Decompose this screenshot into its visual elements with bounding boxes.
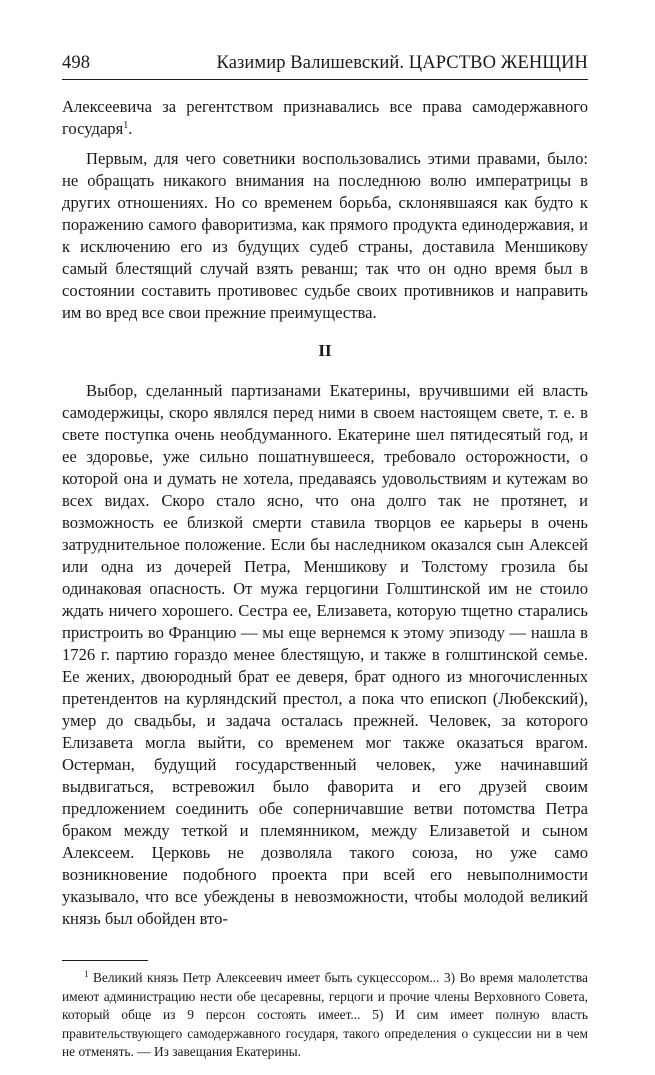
main-text	[62, 96, 588, 930]
paragraph-2: Первым, для чего советники воспользовались этими правами, было: не обращать никакого внимания на последнюю волю императрицы в других отношениях. Но со временем борьба, склонявшаяся как будто к поражению самого фаворитизма, как прямого продукта единодержавия, и к исключению его из будущих судеб страны, доставила Меншикову самый блестящий случай взять реванш; так что он одно время был в состоянии составить противовес судьбе своих противников и направить им во вред все свои прежние преимущества.	[62, 149, 588, 322]
paragraph-continuation: Алексеевича за регентством признавались все права самодержавного государя$^1$.	[62, 97, 588, 138]
running-title: Казимир Валишевский. ЦАРСТВО ЖЕНЩИН	[216, 53, 588, 73]
footnote	[62, 969, 588, 1062]
page-number: 498	[62, 53, 91, 73]
running-header	[62, 52, 588, 80]
footnote-divider	[62, 960, 148, 961]
book-page	[62, 52, 588, 1075]
footnote-text: Великий князь Петр Алексеевич имеет быть сукцессором... 3) Во время малолетства имеют администрацию нести обе цесаревны, герцоги и прочие члены Верховного Совета, который обще из 9 персон состоять имеет... 5) И сим имеет полную власть правительствующего самодержавного государя, такого определения о сукцессии ни в чем не отменять. — Из завещания Екатерины.	[62, 970, 588, 1059]
paragraph-3: Выбор, сделанный партизанами Екатерины, вручившими ей власть самодержицы, скоро являлся перед ними в своем настоящем свете, т. е. в свете поступка очень необдуманного. Екатерине шел пятидесятый год, и ее здоровье, уже сильно пошатнувшееся, требовало осторожности, о которой она и думать не хотела, предаваясь удовольствиям и кутежам во всех видах. Скоро стало ясно, что она долго так не протянет, и возможность ее близкой смерти ставила творцов ее карьеры в очень затруднительное положение. Если бы наследником оказался сын Алексей или одна из дочерей Петра, Меншикову и Толстому грозила бы одинаковая опасность. От мужа герцогини Голштинской им не стоило ждать ничего хорошего. Сестра ее, Елизавета, которую тщетно старались пристроить во Францию — мы еще вернемся к этому эпизоду — нашла в 1726 г. партию гораздо менее блестящую, и также в голштинской семье. Ее жених, двоюродный брат ее деверя, брат одного из многочисленных претендентов на курляндский престол, а пока что епископ (Любекский), умер до свадьбы, и задача осталась прежней. Человек, за которого Елизавета могла выйти, со временем мог также оказаться врагом. Остерман, будущий государственный человек, уже начинавший выдвигаться, встревожил было фаворита и его друзей своим предложением соединить обе соперничавшие ветви потомства Петра браком между теткой и племянником, между Елизаветой и сыном Алексеем. Церковь не дозволяла такого союза, но уже само возникновение подобного проекта при всей его невыполнимости указывало, что все убеждены в невозможности, чтобы молодой великий князь был обойден вто-	[62, 381, 588, 928]
paragraph-1-text: Алексеевича за регентством признавались все права самодержавного государя	[62, 97, 588, 138]
section-heading: II	[318, 341, 332, 360]
footnote-reference: 1	[123, 120, 129, 131]
footnote-marker: 1	[84, 969, 89, 979]
